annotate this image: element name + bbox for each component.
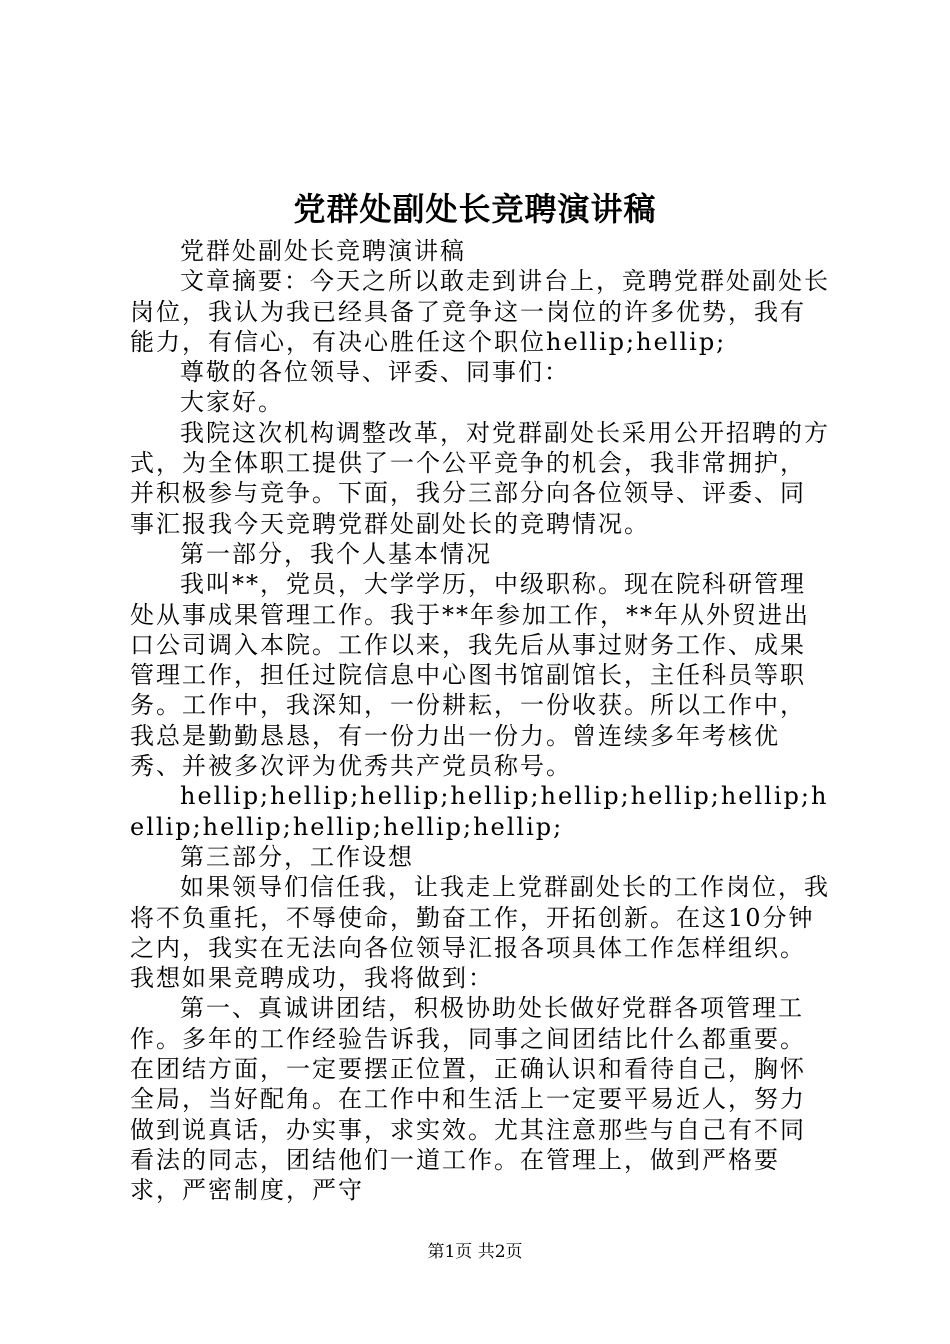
document-title: 党群处副处长竞聘演讲稿 — [293, 190, 657, 228]
paragraph-unity: 第一、真诚讲团结，积极协助处长做好党群各项管理工作。多年的工作经验告诉我，同事之间团结比什么都重要。在团结方面，一定要摆正位置，正确认识和看待自己，胸怀全局，当好配角。在工作中和生活上一定要平易近人，努力做到说真话，办实事，求实效。尤其注意那些与自己有不同看法的同志，团结他们一道工作。在管理上，做到严格要求，严密制度，严守 — [130, 994, 806, 1205]
paragraph-greeting: 大家好。 — [180, 388, 284, 417]
paragraph-salutation: 尊敬的各位领导、评委、同事们： — [180, 358, 570, 387]
paragraph-ellipsis: hellip;hellip;hellip;hellip;hellip;hellip;hellip;hellip;hellip;hellip;hellip;hellip; — [130, 782, 829, 841]
paragraph-work-plan: 如果领导们信任我，让我走上党群副处长的工作岗位，我将不负重托，不辱使命，勤奋工作，开拓创新。在这10分钟之内，我实在无法向各位领导汇报各项具体工作怎样组织。我想如果竞聘成功，我将做到： — [130, 873, 830, 993]
paragraph-abstract: 文章摘要：今天之所以敢走到讲台上，竞聘党群处副处长岗位，我认为我已经具备了竞争这一岗位的许多优势，我有能力，有信心，有决心胜任这个职位hellip;hellip; — [130, 267, 830, 356]
paragraph-personal-info: 我叫**，党员，大学学历，中级职称。现在院科研管理处从事成果管理工作。我于**年参加工作，**年从外贸进出口公司调入本院。工作以来，我先后从事过财务工作、成果管理工作，担任过院信息中心图书馆副馆长，主任科员等职务。工作中，我深知，一份耕耘，一份收获。所以工作中，我总是勤勤恳恳，有一份力出一份力。曾连续多年考核优秀、并被多次评为优秀共产党员称号。 — [130, 570, 810, 781]
paragraph-heading-repeat: 党群处副处长竞聘演讲稿 — [180, 237, 466, 265]
section-heading-part-three: 第三部分，工作设想 — [180, 842, 414, 871]
paragraph-introduction: 我院这次机构调整改革，对党群副处长采用公开招聘的方式，为全体职工提供了一个公平竞争的机会，我非常拥护，并积极参与竞争。下面，我分三部分向各位领导、评委、同事汇报我今天竞聘党群处副处长的竞聘情况。 — [130, 418, 830, 538]
section-heading-part-one: 第一部分，我个人基本情况 — [180, 539, 492, 568]
page-number-footer: 第1页 共2页 — [427, 1242, 523, 1262]
document-body — [130, 236, 830, 1206]
